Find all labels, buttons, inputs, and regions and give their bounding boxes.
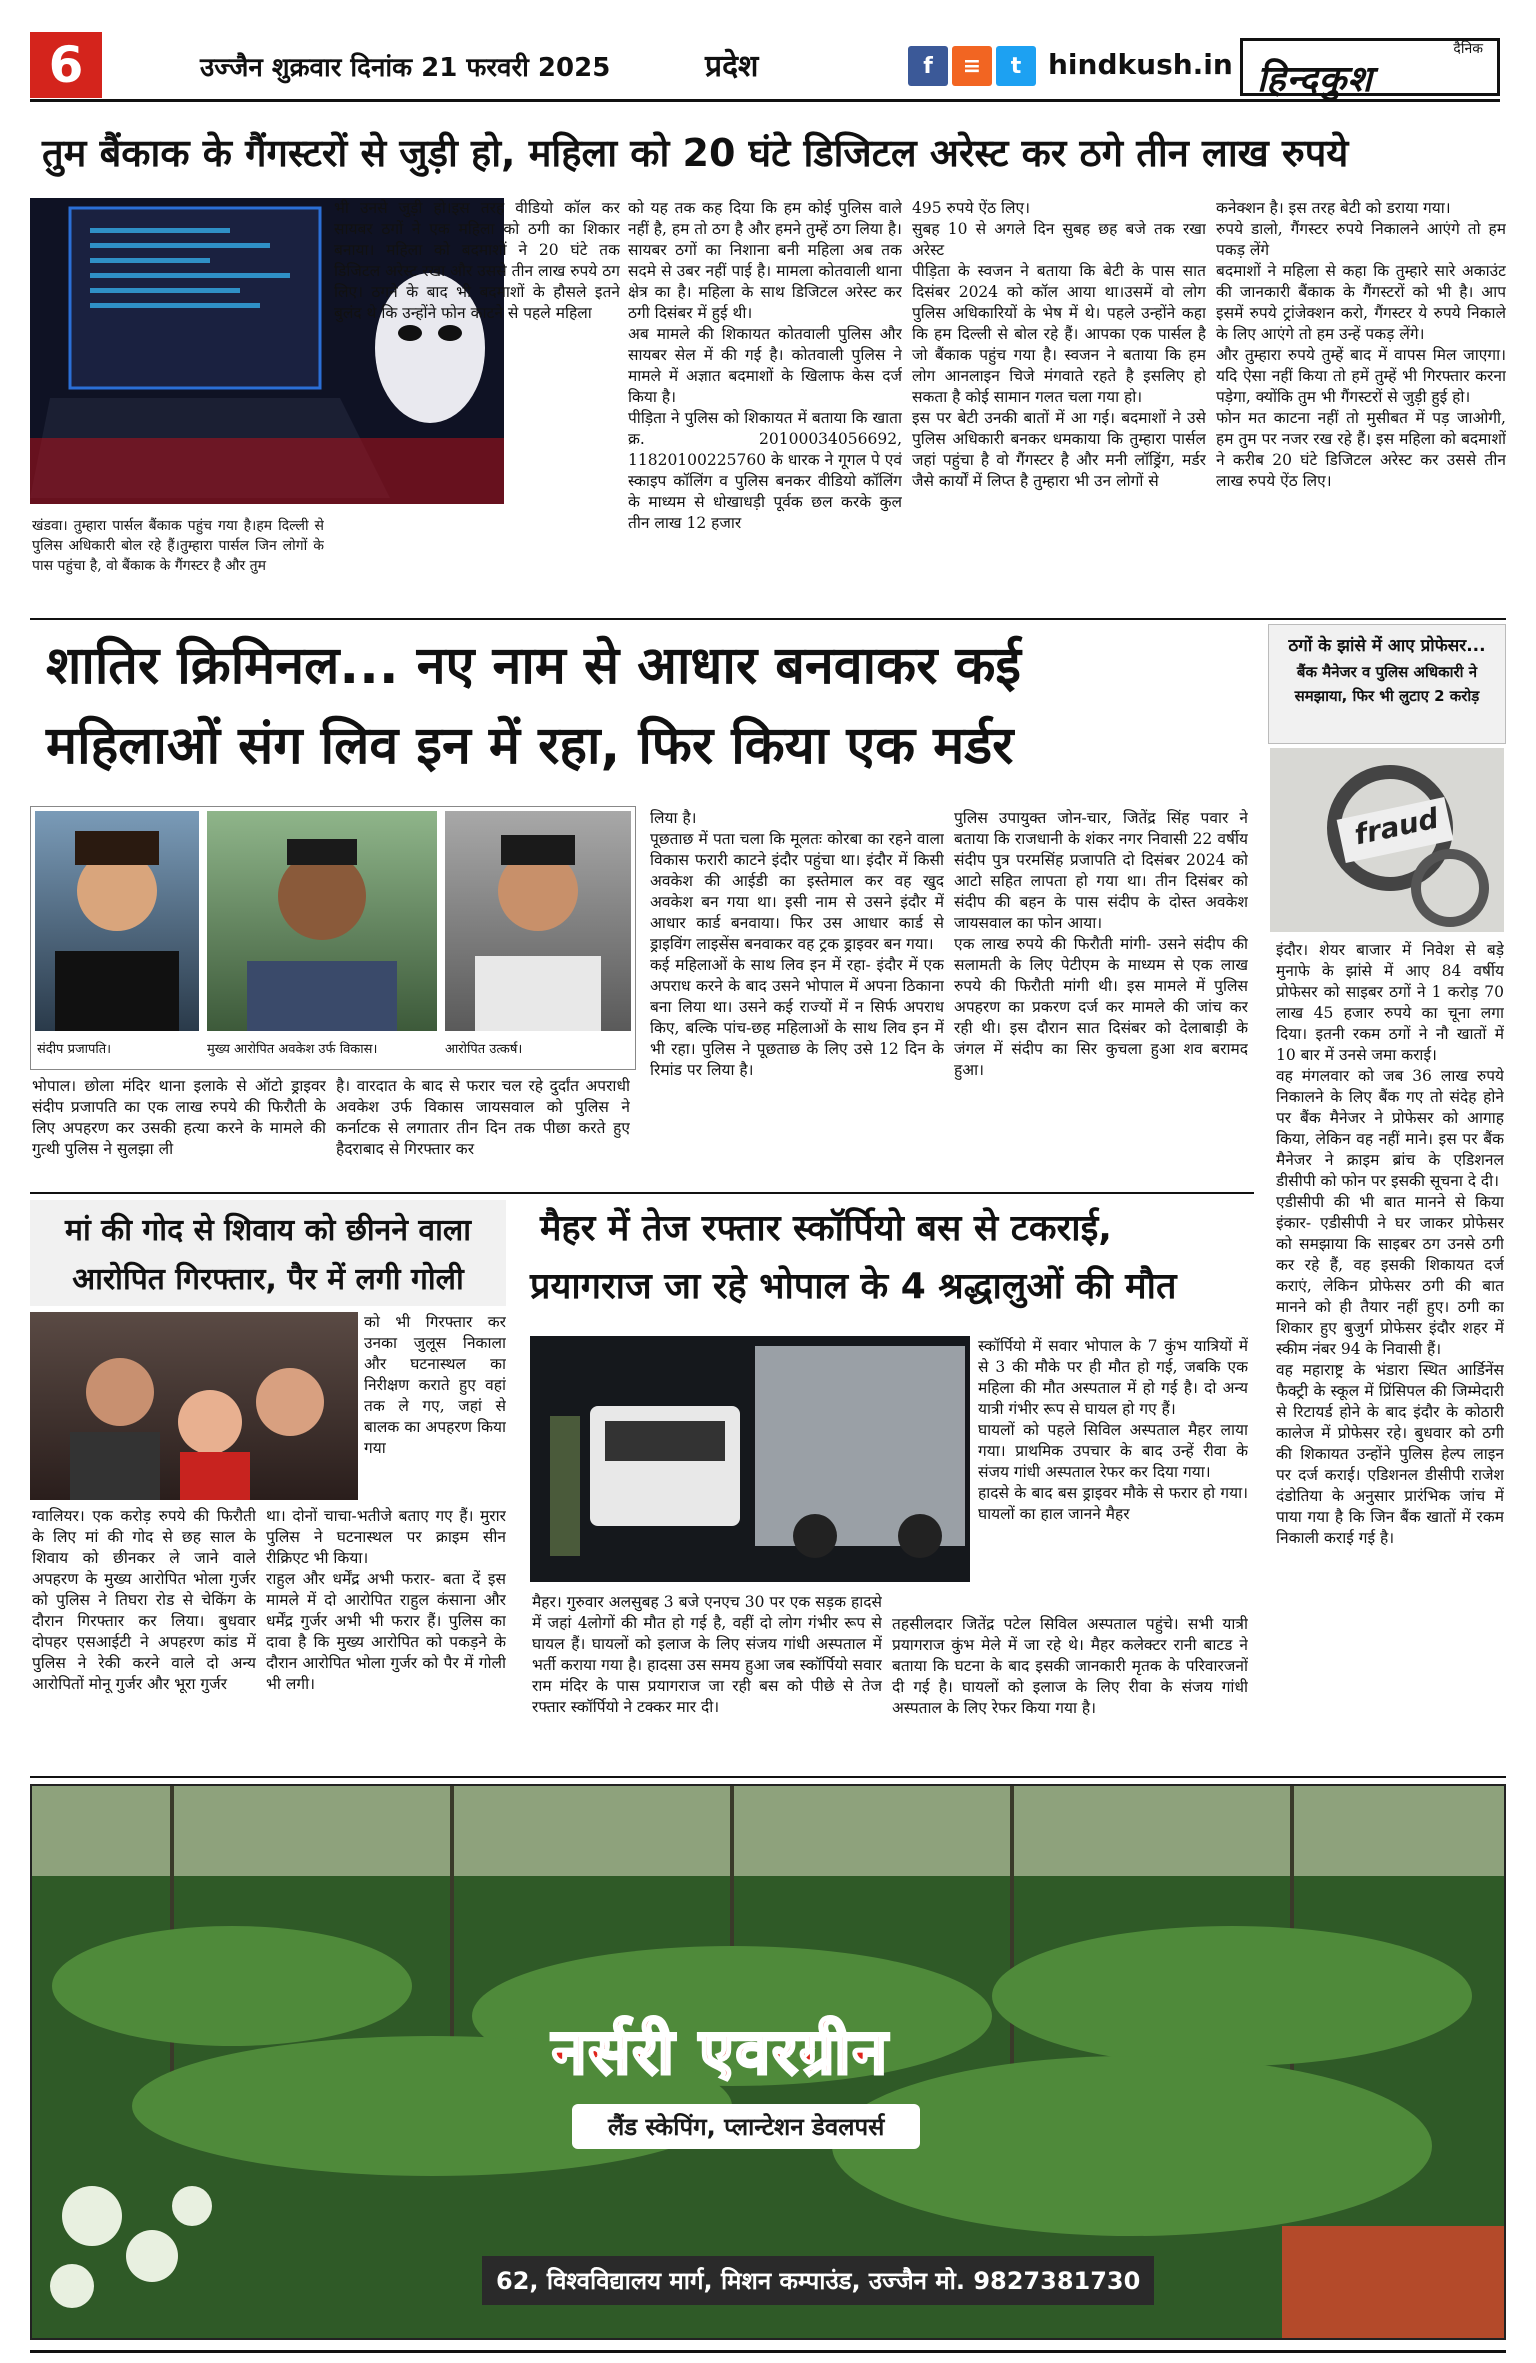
story2-col2: है। वारदात के बाद से फरार चल रहे दुर्दांत अपराधी अवकेश उर्फ विकास जायसवाल को पुलिस ने कर्नाटक से लगातार तीन दिन तक पीछा करते हुए हैदराबाद से गिरफ्तार कर bbox=[336, 1077, 630, 1158]
caption-sandeep: संदीप प्रजापति। bbox=[37, 1042, 112, 1057]
story4-col2: तहसीलदार जितेंद्र पटेल सिविल अस्पताल पहुंचे। सभी यात्री प्रयागराज कुंभ मेले में जा रहे थे। मैहर कलेक्टर रानी बाटड ने बताया कि घटना के बाद इसकी जानकारी मृतक के परिवारजनों दी गई है। घायलों को इलाज के लिए रीवा के संजय गांधी अस्पताल के लिए रेफर किया गया है। bbox=[892, 1615, 1248, 1717]
caption-avkesh: मुख्य आरोपित अवकेश उर्फ विकास। bbox=[207, 1042, 378, 1057]
story3-col1: ग्वालियर। एक करोड़ रुपये की फिरौती के लिए मां की गोद से छह साल के शिवाय को छीनकर ले जाने वाले अपहरण के मुख्य आरोपित भोला गुर्जर को पुलिस ने तिघरा रोड से चेकिंग के दौरान गिरफ्तार कर लिया। बुधवार दोपहर एसआईटी ने अपहरण कांड में पुलिस ने रेकी करने वाले दो अन्य आरोपितों मोनू गुर्जर और भूरा गुर्जर bbox=[32, 1507, 256, 1693]
story1-col2-text: को यह तक कह दिया कि हम कोई पुलिस वाले नहीं है, हम तो ठग है और हमने तुम्हें ठग लिया है। सायबर ठगों का निशाना बनी महिला अब तक सदमे से उबर नहीं पाई है। मामला कोतवाली थाना क्षेत्र का है। महिला के साथ डिजिटल अरेस्ट कर ठगी दिसंबर में हुई थी। अब मामले की शिकायत कोतवाली पुलिस और सायबर सेल में की गई है। कोतवाली पुलिस ने मामले में अज्ञात बदमाशों के खिलाफ केस दर्ज किया है। पीड़िता ने पुलिस को शिकायत में बताया कि खाता क्र. 20100034056692, 11820100225760 के धारक ने गूगल पे एवं स्काइप कॉलिंग व पुलिस बनकर वीडियो कॉलिंग के माध्यम से धोखाधड़ी पूर्वक छल करके कुल तीन लाख 12 हजार bbox=[628, 199, 902, 532]
story1-col3 bbox=[912, 198, 1206, 612]
page-number: 6 bbox=[30, 32, 102, 98]
story4-col-side-text: स्कॉर्पियो में सवार भोपाल के 7 कुंभ यात्रियों में से 3 की मौके पर ही मौत हो गई, जबकि एक महिला की मौत अस्पताल में हो गई है। दो अन्य यात्री गंभीर रूप से घायल हो गए हैं। घायलों को पहले सिविल अस्पताल मैहर लाया गया। प्राथमिक उपचार के बाद उन्हें रीवा के संजय गांधी अस्पताल रेफर कर दिया गया। हादसे के बाद बस ड्राइवर मौके से फरार हो गया। घायलों का हाल जानने मैहर bbox=[978, 1337, 1248, 1523]
story4-headline-line1: मैहर में तेज रफ्तार स्कॉर्पियो बस से टकराई, bbox=[540, 1208, 1112, 1249]
masthead-daily: दैनिक bbox=[1453, 41, 1483, 57]
story1-col-narrow: भी उनसे जुड़ी हो।इस तरह वीडियो कॉल कर सायबर ठगों ने एक महिला को ठगी का शिकार बनाया। महिला को बदमाशों ने 20 घंटे तक डिजिटल अरेस्ट रखा और उससे तीन लाख रुपये ठग लिए। ठगने के बाद भी बदमाशों के हौसले इतने बुलंद थे कि उन्होंने फोन काटने से पहले महिला bbox=[334, 199, 620, 322]
story4-headline-line2: प्रयागराज जा रहे भोपाल के 4 श्रद्धालुओं की मौत bbox=[530, 1266, 1177, 1307]
story4-col1: मैहर। गुरुवार अलसुबह 3 बजे एनएच 30 पर एक सड़क हादसे में जहां 4लोगों की मौत हो गई है, वहीं दो लोग गंभीर रूप से घायल हैं। घायलों को इलाज के लिए संजय गांधी अस्पताल में भर्ती कराया गया है। हादसा उस समय हुआ जब स्कॉर्पियो सवार राम मंदिर के पास प्रयागराज जा रही बस को पीछे से तेज रफ्तार स्कॉर्पियो ने टक्कर मार दी। bbox=[532, 1593, 882, 1716]
divider bbox=[30, 1776, 1506, 1778]
footer-rule bbox=[30, 2350, 1506, 2353]
story4-col-side bbox=[978, 1336, 1248, 1610]
story3-col2 bbox=[266, 1506, 506, 1756]
facebook-icon[interactable]: f bbox=[908, 46, 948, 86]
story3-headline-line2: आरोपित गिरफ्तार, पैर में लगी गोली bbox=[72, 1262, 464, 1297]
story1-col4-text: कनेक्शन है। इस तरह बेटी को डराया गया। रुपये डालो, गैंगस्टर रुपये निकालने आएंगे तो हम पकड़ लेंगे बदमाशों ने महिला से कहा कि तुम्हारे सारे अकाउंट की जानकारी बैंकाक के गैंगस्टरों को भी है। आप इसमें रुपये ट्रांजेक्शन करो, गैंगस्टर ये रुपये निकाले के लिए आएंगे तो हम उन्हें पकड़ लेंगे। और तुम्हारा रुपये तुम्हें बाद में वापस मिल जाएगा। यदि ऐसा नहीं किया तो हमें तुम्हें भी गिरफ्तार करना पड़ेगा, क्योंकि तुम भी गैंगस्टरों से जुड़ी हुई हो। फोन मत काटना नहीं तो मुसीबत में पड़ जाओगी, हम तुम पर नजर रख रहे हैं। इस महिला को बदमाशों ने करीब 20 घंटे डिजिटल अरेस्ट कर उससे तीन लाख रुपये ऐंठ लिए। bbox=[1216, 199, 1506, 490]
sidebar-fraud-image bbox=[1270, 748, 1504, 932]
story1-headline: तुम बैंकाक के गैंगस्टरों से जुड़ी हो, महिला को 20 घंटे डिजिटल अरेस्ट कर ठगे तीन लाख रुपये bbox=[42, 131, 1349, 175]
advert-subtitle: लैंड स्केपिंग, प्लान्टेशन डेवलपर्स bbox=[572, 2104, 920, 2149]
story2-photo-strip bbox=[30, 806, 636, 1070]
fraud-word: fraud bbox=[1351, 801, 1442, 852]
rss-icon[interactable]: ≡ bbox=[952, 46, 992, 86]
story3-col2-text: था। दोनों चाचा-भतीजे बताए गए हैं। मुरार पुलिस ने घटनास्थल पर क्राइम सीन रीक्रिएट भी किया। राहुल और धर्मेंद्र अभी फरार- बता दें इस मामले में दो आरोपित राहुल कंसाना और धर्मेंद्र गुर्जर अभी भी फरार हैं। पुलिस का दावा है कि मुख्य आरोपित को पकड़ने के दौरान आरोपित भोला गुर्जर को पैर में गोली भी लगी। bbox=[266, 1507, 506, 1693]
story2-col4-text: पुलिस उपायुक्त जोन-चार, जितेंद्र सिंह पवार ने बताया कि राजधानी के शंकर नगर निवासी 22 वर्षीय संदीप पुत्र परमसिंह प्रजापति दो दिसंबर 2024 को आटो सहित लापता हो गया था। तीन दिसंबर को संदीप की बहन के पास संदीप के दोस्त अवकेश जायसवाल का फोन आया। एक लाख रुपये की फिरौती मांगी- उसने संदीप की सलामती के लिए पेटीएम के माध्यम से एक लाख रुपये की फिरौती मांगी थी। इस मामले में पुलिस अपहरण का प्रकरण दर्ज कर मामले की जांच कर रही थी। इस दौरान सात दिसंबर को देलाबाड़ी के जंगल में संदीप का सिर कुचला हुआ शव बरामद हुआ। bbox=[954, 809, 1248, 1079]
advert-address: 62, विश्वविद्यालय मार्ग, मिशन कम्पाउंड, उज्जैन मो. 9827381730 bbox=[482, 2256, 1154, 2305]
sidebar-body-text: इंदौर। शेयर बाजार में निवेश से बड़े मुनाफे के झांसे में आए 84 वर्षीय प्रोफेसर को साइबर ठगों ने 1 करोड़ 70 लाख 45 हजार रुपये का चूना लगा दिया। इतनी रकम ठगों ने नौ खातों में 10 बार में उनसे जमा कराई। वह मंगलवार को जब 36 लाख रुपये निकालने के लिए बैंक गए तो संदेह होने पर बैंक मैनेजर ने प्रोफेसर को आगाह किया, लेकिन वह नहीं माने। इस पर बैंक मैनेजर ने क्राइम ब्रांच के एडिशनल डीसीपी को फोन पर इसकी सूचना दे दी। एडीसीपी की भी बात मानने से किया इंकार- एडीसीपी ने घर जाकर प्रोफेसर को समझाया कि साइबर ठग उनसे ठगी कर रहे हैं, वह इसकी शिकायत दर्ज कराएं, लेकिन प्रोफेसर ठगी की बात मानने को ही तैयार नहीं हुए। ठगी का शिकार हुए बुजुर्ग प्रोफेसर इंदौर शहर में स्कीम नंबर 94 के निवासी हैं। वह महाराष्ट्र के भंडारा स्थित आर्डिनेंस फैक्ट्री के स्कूल में प्रिंसिपल की जिम्मेदारी से रिटायर्ड होने के बाद इंदौर के कोठारी कालेज में प्रोफेसर रहे। बुधवार को ठगी की शिकायत उन्होंने पुलिस हेल्प लाइन पर दर्ज कराई। एडिशनल डीसीपी राजेश दंडोतिया के अनुसार प्रारंभिक जांच में पाया गया है कि जिन बैंक खातों में रकम निकाली कराई गई है। bbox=[1276, 941, 1504, 1547]
sidebar-box bbox=[1268, 624, 1506, 744]
story1-col2 bbox=[628, 198, 902, 612]
sidebar-headline-line2: बैंक मैनेजर व पुलिस अधिकारी ने bbox=[1296, 663, 1478, 681]
divider bbox=[30, 1192, 1254, 1194]
sidebar-headline-line1: ठगों के झांसे में आए प्रोफेसर... bbox=[1288, 636, 1486, 656]
masthead-title: हिन्दकुश bbox=[1257, 59, 1373, 100]
caption-utkarsh: आरोपित उत्कर्ष। bbox=[445, 1042, 523, 1057]
divider bbox=[30, 618, 1506, 620]
story4-photo bbox=[530, 1336, 970, 1582]
photo-avkesh bbox=[207, 811, 437, 1031]
nursery-advert[interactable] bbox=[30, 1784, 1506, 2340]
story1-col4 bbox=[1216, 198, 1506, 612]
story1-col3-text: 495 रुपये ऐंठ लिए। सुबह 10 से अगले दिन सुबह छह बजे तक रखा अरेस्ट पीड़िता के स्वजन ने बताया कि बेटी के पास सात दिसंबर 2024 को कॉल आया था।उसमें वो लोग पुलिस अधिकारियों के भेष में थे। पहले उन्होंने कहा कि हम दिल्ली से बोल रहे हैं। आपका एक पार्सल है जो बैंकाक पहुंच गया है। स्वजन ने बताया कि हम लोग आनलाइन चिजे मंगवाते रहते है इसलिए हो सकता है कोई सामान गलत चला गया हो। इस पर बेटी उनकी बातों में आ गई। बदमाशों ने उसे पुलिस अधिकारी बनकर धमकाया कि तुम्हारा पार्सल जहां पहुंचा है वो गैंगस्टर है और मनी लॉड्रिंग, मर्डर जैसे कार्यों में लिप्त है तुम्हारा भी उन लोगों से bbox=[912, 199, 1206, 490]
section-name: प्रदेश bbox=[705, 49, 759, 84]
sidebar-body bbox=[1276, 940, 1504, 1768]
page-header bbox=[30, 32, 1500, 102]
sidebar-headline-line3: समझाया, फिर भी लुटाए 2 करोड़ bbox=[1294, 687, 1480, 705]
story2-headline-line2: महिलाओं संग लिव इन में रहा, फिर किया एक मर्डर bbox=[46, 716, 1014, 776]
story2-col1: भोपाल। छोला मंदिर थाना इलाके से ऑटो ड्राइवर संदीप प्रजापति का एक लाख रुपये की फिरौती के लिए अपहरण कर उसकी हत्या करने के मामले की गुत्थी पुलिस ने सुलझा ली bbox=[32, 1077, 326, 1158]
photo-sandeep bbox=[35, 811, 199, 1031]
advert-title: नर्सरी एवरग्रीन bbox=[552, 2015, 889, 2088]
twitter-icon[interactable]: t bbox=[996, 46, 1036, 86]
story2-col4 bbox=[954, 808, 1248, 1172]
masthead-logo bbox=[1240, 38, 1500, 100]
story3-col-side: को भी गिरफ्तार कर उनका जुलूस निकाला और घटनास्थल का निरीक्षण कराते हुए वहां तक ले गए, जहां से बालक का अपहरण किया गया bbox=[364, 1313, 506, 1457]
story2-col3-text: लिया है। पूछताछ में पता चला कि मूलतः कोरबा का रहने वाला विकास फरारी काटने इंदौर पहुंचा था। इंदौर में किसी अवकेश की आईडी का इस्तेमाल कर वह खुद अवकेश बन गया था। इसी नाम से उसने इंदौर में आधार कार्ड बनवाया। फिर उस आधार कार्ड से ड्राइविंग लाइसेंस बनवाकर वह ट्रक ड्राइवर बन गया। कई महिलाओं के साथ लिव इन में रहा- इंदौर में एक अपराध करने के बाद उसने भोपाल में अपना ठिकाना बना लिया था। उसने कई राज्यों में न सिर्फ अपराध किए, बल्कि पांच-छह महिलाओं के साथ लिव इन में भी रहा। पुलिस ने पूछताछ के लिए उसे 12 दिन के रिमांड पर लिया है। bbox=[650, 809, 944, 1079]
story3-photo bbox=[30, 1312, 358, 1500]
website-link[interactable]: hindkush.in bbox=[1048, 48, 1233, 81]
dateline: उज्जैन शुक्रवार दिनांक 21 फरवरी 2025 bbox=[200, 53, 611, 83]
story3-headline-line1: मां की गोद से शिवाय को छीनने वाला bbox=[65, 1213, 471, 1248]
story1-col-caption: खंडवा। तुम्हारा पार्सल बैंकाक पहुंच गया है।हम दिल्ली से पुलिस अधिकारी बोल रहे हैं।तुम्हारा पार्सल जिन लोगों के पास पहुंचा है, वो बैंकाक के गैंगस्टर है और तुम bbox=[32, 518, 324, 574]
story2-col3 bbox=[650, 808, 944, 1172]
social-icons bbox=[908, 46, 1036, 86]
photo-utkarsh bbox=[445, 811, 631, 1031]
story3-headline-box bbox=[30, 1200, 506, 1306]
story2-headline-line1: शातिर क्रिमिनल... नए नाम से आधार बनवाकर कई bbox=[46, 636, 1021, 696]
